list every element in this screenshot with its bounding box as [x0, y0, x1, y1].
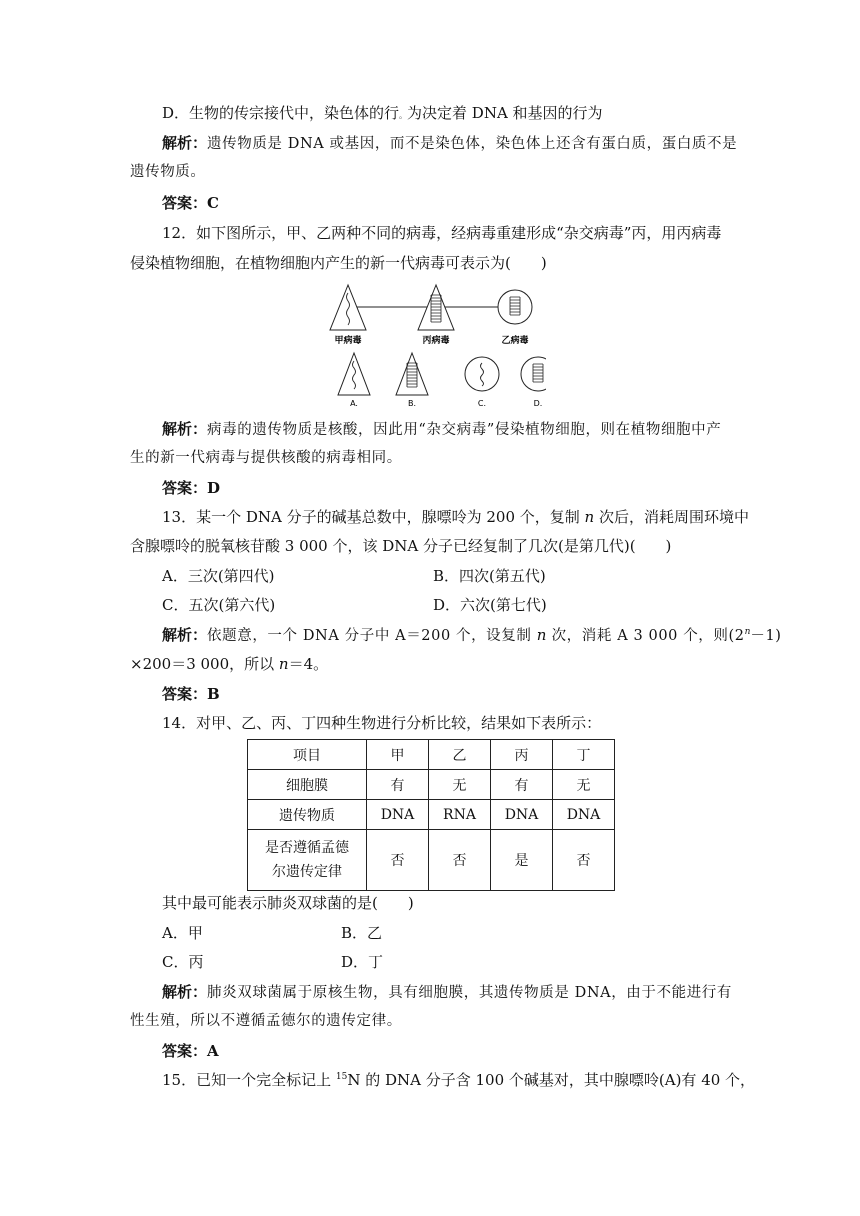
- q15-stem: 15．已知一个完全标记上 $^{15}$N 的 DNA 分子含 100 个碱基对，其中腺嘌呤(A)有 40 个，: [162, 1071, 756, 1089]
- table-cell: 是否遵循孟德 尔遗传定律: [248, 830, 367, 891]
- q13-analysis-line-2: ×200＝3 000，所以 n＝4。: [130, 655, 329, 673]
- q12-stem-line-2: 侵染植物细胞，在植物细胞内产生的新一代病毒可表示为( ): [130, 254, 547, 272]
- virus-diagram: [326, 275, 546, 410]
- option-b-label: B.: [407, 399, 417, 408]
- virus-yi-icon: [498, 290, 532, 324]
- table-cell: 否: [429, 830, 491, 891]
- q13-answer: 答案：B: [162, 685, 220, 703]
- table-cell: 无: [553, 770, 615, 800]
- q13-option-d: D．六次(第七代): [433, 596, 547, 614]
- option-a-label: A.: [350, 399, 358, 408]
- q11-analysis-line-1: 解析：遗传物质是 DNA 或基因，而不是染色体，染色体上还含有蛋白质，蛋白质不是: [162, 134, 738, 152]
- q13-stem-line-1: 13．某一个 DNA 分子的碱基总数中，腺嘌呤为 200 个，复制 n 次后，消耗周围环境中: [162, 508, 749, 526]
- q13-option-a: A．三次(第四代): [162, 567, 275, 585]
- option-d-label: D.: [533, 399, 543, 408]
- label-yi: 乙病毒: [501, 336, 529, 346]
- comparison-table: [247, 739, 615, 891]
- table-cell: 甲: [367, 740, 429, 770]
- table-row: [248, 800, 615, 830]
- table-cell: 丙: [491, 740, 553, 770]
- label-jia: 甲病毒: [334, 336, 362, 346]
- table-cell: 有: [491, 770, 553, 800]
- q13-option-c: C．五次(第六代): [162, 596, 276, 614]
- table-row: [248, 830, 615, 891]
- q13-option-b: B．四次(第五代): [433, 567, 546, 585]
- option-a-icon: [338, 353, 370, 395]
- q14-option-a: A．甲: [162, 924, 203, 942]
- table-cell: DNA: [553, 800, 615, 830]
- option-b-icon: [396, 353, 428, 395]
- q12-answer: 答案：D: [162, 479, 221, 497]
- option-c-label: C.: [477, 399, 487, 408]
- table-cell: RNA: [429, 800, 491, 830]
- table-cell: 有: [367, 770, 429, 800]
- table-row: [248, 770, 615, 800]
- q11-option-d: D．生物的传宗接代中，染色体的行。为决定着 DNA 和基因的行为: [162, 104, 603, 122]
- q12-stem-line-1: 12．如下图所示，甲、乙两种不同的病毒，经病毒重建形成“杂交病毒”丙，用丙病毒: [162, 224, 722, 242]
- q14-option-c: C．丙: [162, 953, 204, 971]
- table-cell: 遗传物质: [248, 800, 367, 830]
- q11-analysis-line-2: 遗传物质。: [130, 164, 206, 180]
- table-cell: 乙: [429, 740, 491, 770]
- table-cell: 无: [429, 770, 491, 800]
- q14-stem: 14．对甲、乙、丙、丁四种生物进行分析比较，结果如下表所示：: [162, 714, 602, 732]
- q14-answer: 答案：A: [162, 1042, 219, 1060]
- q12-analysis-line-1: 解析：病毒的遗传物质是核酸，因此用“杂交病毒”侵染植物细胞，则在植物细胞中产: [162, 420, 722, 438]
- q14-analysis-line-2: 性生殖，所以不遵循孟德尔的遗传定律。: [130, 1013, 402, 1029]
- q14-analysis-line-1: 解析：肺炎双球菌属于原核生物，具有细胞膜，其遗传物质是 DNA，由于不能进行有: [162, 983, 733, 1001]
- table-cell: DNA: [491, 800, 553, 830]
- q14-option-b: B．乙: [341, 924, 383, 942]
- label-bing: 丙病毒: [422, 336, 450, 346]
- q14-question: 其中最可能表示肺炎双球菌的是( ): [162, 894, 414, 912]
- q13-stem-line-2: 含腺嘌呤的脱氧核苷酸 3 000 个，该 DNA 分子已经复制了几次(是第几代)( ): [130, 537, 672, 555]
- option-c-icon: [465, 357, 499, 391]
- table-cell: 否: [367, 830, 429, 891]
- table-cell: 否: [553, 830, 615, 891]
- option-d-icon: [521, 357, 546, 391]
- q13-analysis-line-1: 解析：依题意，一个 DNA 分子中 A＝200 个，设复制 n 次，消耗 A 3 000 个，则$(2^n-1)$: [162, 626, 782, 644]
- q12-analysis-line-2: 生的新一代病毒与提供核酸的病毒相同。: [130, 450, 402, 466]
- q11-answer: 答案：C: [162, 194, 219, 212]
- table-header-row: [248, 740, 615, 770]
- q14-option-d: D．丁: [341, 953, 384, 971]
- table-cell: 项目: [248, 740, 367, 770]
- table-cell: DNA: [367, 800, 429, 830]
- table-cell: 丁: [553, 740, 615, 770]
- table-cell: 是: [491, 830, 553, 891]
- table-cell: 细胞膜: [248, 770, 367, 800]
